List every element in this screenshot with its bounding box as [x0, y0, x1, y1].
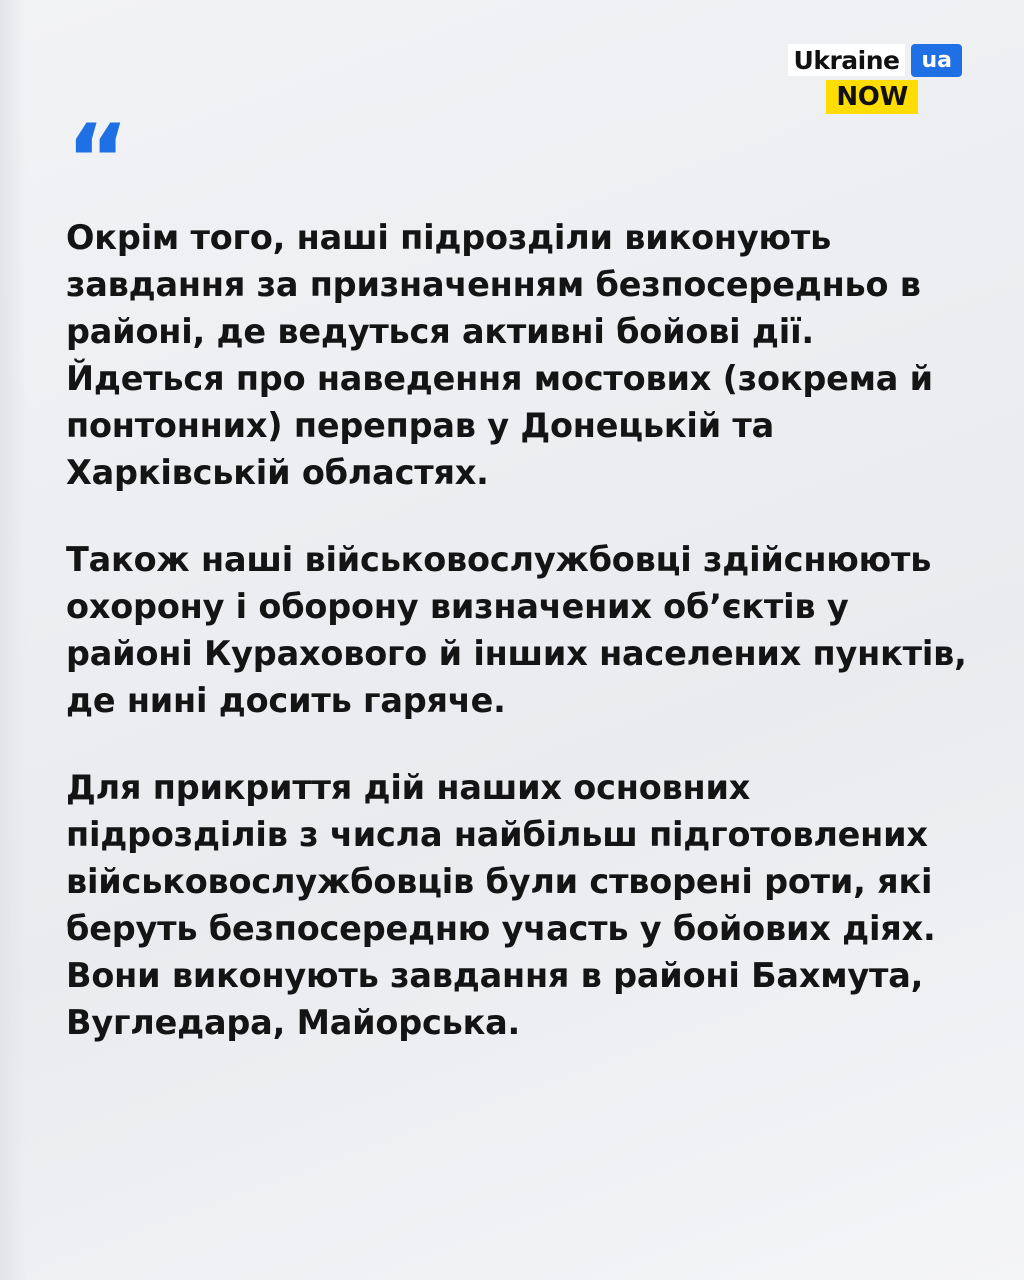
quote-paragraph: Для прикриття дій наших основних підрозділів з числа найбільш підготовлених військовослужбовців були створені роти, які беруть безпосередню участь у бойових діях. Вони виконують завдання в районі Бахмута, Вугледара, Майорська.: [66, 768, 947, 1042]
quote-paragraph: Також наші військовослужбовці здійснюють охорону і оборону визначених об’єктів у районі Курахового й інших населених пунктів, де нині досить гаряче.: [66, 540, 979, 720]
ukraine-now-logo: [788, 44, 962, 114]
logo-top-row: [788, 44, 962, 77]
quotation-mark-icon: “: [66, 104, 130, 216]
quote-paragraph: Окрім того, наші підрозділи виконують завдання за призначенням безпосередньо в районі, де ведуться активні бойові дії. Йдеться про наведення мостових (зокрема й понтонних) переправ у Донецькій та Харківській областях.: [66, 218, 945, 492]
quote-body: [66, 214, 978, 1046]
logo-ua-badge: ua: [911, 44, 962, 77]
logo-now-text: NOW: [826, 80, 918, 114]
logo-ukraine-text: Ukraine: [788, 44, 906, 76]
